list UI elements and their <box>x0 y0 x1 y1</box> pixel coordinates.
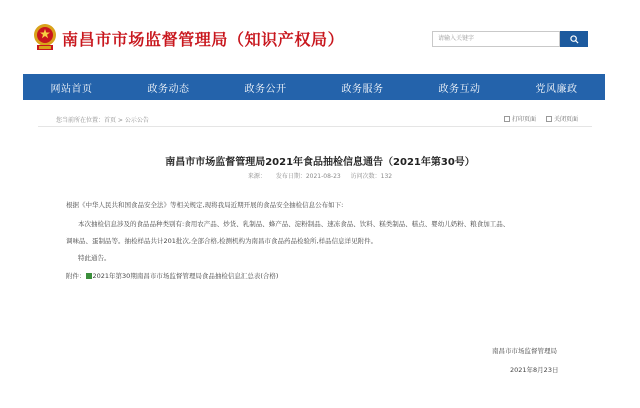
print-label: 打印页面 <box>512 116 537 123</box>
print-button[interactable] <box>504 114 536 123</box>
site-title: 南昌市市场监督管理局（知识产权局） <box>62 30 345 49</box>
meta-views: 132 <box>380 173 393 180</box>
nav-item-news[interactable]: 政务动态 <box>147 83 190 95</box>
close-button[interactable] <box>546 114 578 123</box>
paragraph-notice: 特此通告。 <box>78 254 111 262</box>
close-label: 关闭页面 <box>554 116 579 123</box>
breadcrumb[interactable]: 您当前所在位置：首页 > 公示公告 <box>56 117 149 124</box>
meta-date: 发布日期：2021-08-23 <box>275 173 341 180</box>
nav-item-interaction[interactable]: 政务互动 <box>438 83 481 95</box>
print-icon <box>504 116 510 122</box>
nav-item-services[interactable]: 政务服务 <box>341 83 384 95</box>
paragraph-categories-line2: 调味品、蛋制品等。抽检样品共计201批次,全部合格,检测机构为南昌市食品药品检验所,样品信息详见附件。 <box>66 237 378 245</box>
meta-views-label: 访问次数： <box>350 173 381 180</box>
search-input[interactable]: 请输入关键字 <box>432 31 560 47</box>
close-icon <box>546 116 552 122</box>
article-meta <box>0 171 640 180</box>
signature-date: 2021年8月23日 <box>510 366 559 374</box>
nav-item-home[interactable]: 网站首页 <box>50 83 93 95</box>
signature-org: 南昌市市场监督管理局 <box>492 347 557 355</box>
paragraph-categories-line1: 本次抽检信息涉及的食品品种类别有:食用农产品、炒货、乳制品、蜂产品、淀粉制品、速冻食品、饮料、糕类制品、糕点、婴幼儿奶粉、粮食加工品、 <box>78 220 510 228</box>
paragraph-intro: 根据《中华人民共和国食品安全法》等相关规定,现将我局近期开展的食品安全抽检信息公布如下: <box>66 201 344 209</box>
national-emblem-icon <box>33 22 57 52</box>
meta-source: 来源： <box>247 173 266 180</box>
article-title: 南昌市市场监督管理局2021年食品抽检信息通告（2021年第30号） <box>165 157 475 168</box>
attachment-line <box>66 271 278 280</box>
site-header <box>0 0 640 68</box>
excel-file-icon <box>86 273 92 279</box>
search-button[interactable] <box>560 31 588 47</box>
location-bar <box>38 107 592 127</box>
nav-item-integrity[interactable]: 党风廉政 <box>535 83 578 95</box>
nav-item-disclosure[interactable]: 政务公开 <box>244 83 287 95</box>
attachment-label: 附件： <box>66 272 86 280</box>
main-nav <box>23 74 605 100</box>
search-icon <box>570 35 579 44</box>
attachment-link[interactable]: 2021年第30期南昌市市场监督管理局食品抽检信息汇总表(合格) <box>92 272 279 280</box>
